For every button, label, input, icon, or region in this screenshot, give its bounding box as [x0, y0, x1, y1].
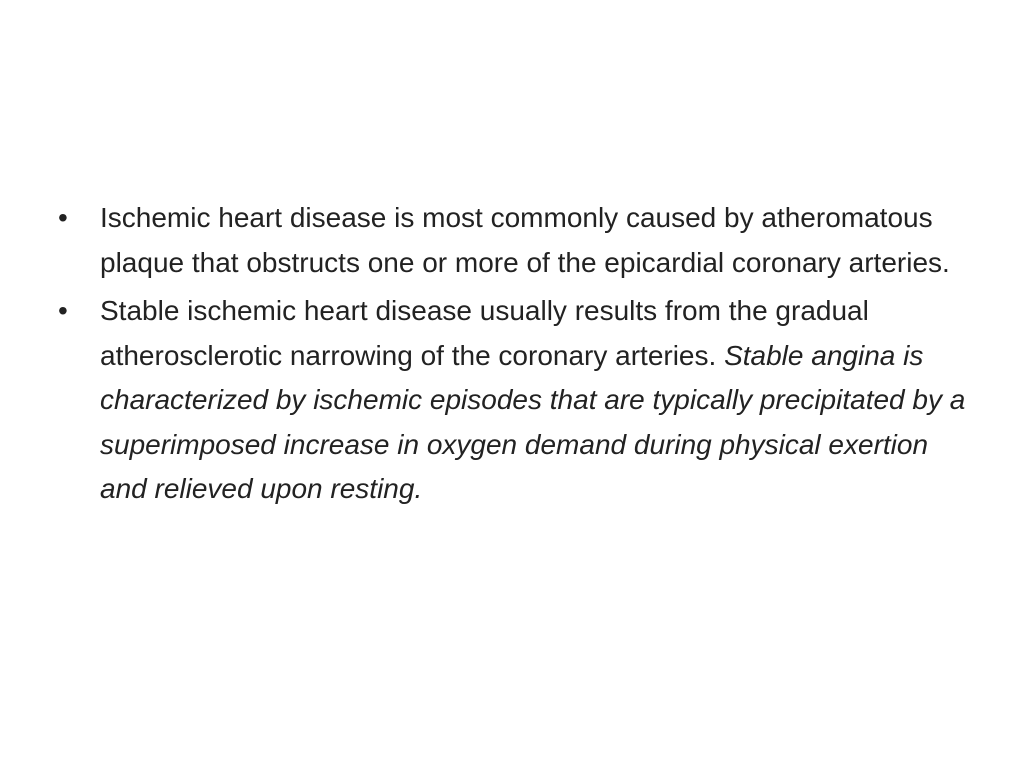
- bullet-item-2: [58, 289, 968, 512]
- bullet-text-italic: Stable angina is characterized by ischemic episodes that are typically precipitated by a superimposed increase in oxygen demand during physical exertion and relieved upon resting.: [100, 339, 966, 504]
- bullet-text: Ischemic heart disease is most commonly caused by atheromatous plaque that obstructs one or more of the epicardial coronary arteries.: [100, 202, 950, 278]
- bullet-item-1: [58, 196, 968, 285]
- bullet-text: Stable ischemic heart disease usually results from the gradual atherosclerotic narrowing of the coronary arteries.: [100, 295, 869, 371]
- bullet-marker: •: [58, 202, 68, 233]
- bullet-marker: •: [58, 295, 68, 326]
- bullet-list: [58, 196, 968, 516]
